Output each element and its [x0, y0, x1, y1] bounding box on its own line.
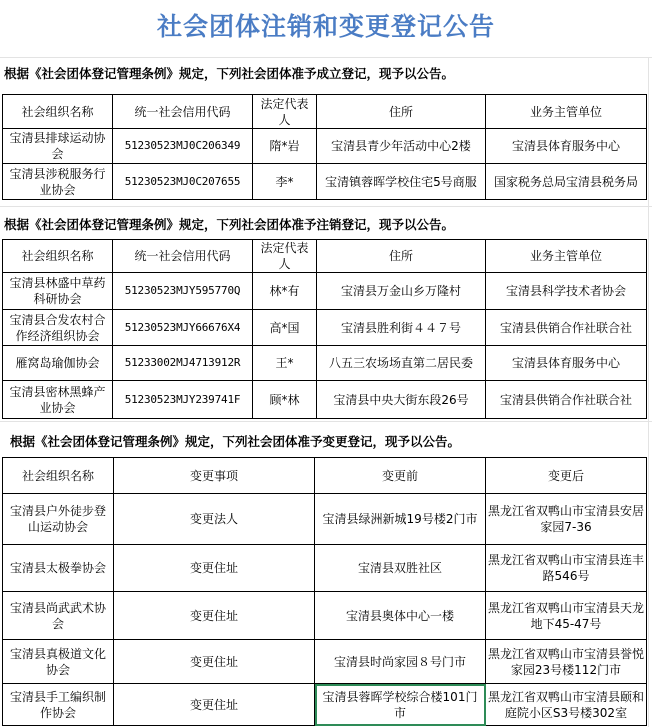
- before-cell: 宝清县奥体中心一楼: [315, 592, 486, 640]
- credit-code-cell: 51230523MJY239741F: [113, 381, 253, 419]
- table-row: [3, 494, 647, 545]
- address-cell: 宝清县青少年活动中心2楼: [317, 129, 486, 164]
- legal-rep-cell: 林*有: [253, 273, 317, 310]
- sheet-gridline: [0, 57, 652, 58]
- sheet-gridline: [0, 421, 652, 422]
- after-cell: 黑龙江省双鸭山市宝清县天龙地下45-47号: [486, 592, 647, 640]
- header-cell: 变更后: [486, 458, 647, 494]
- table-header-row: [3, 95, 647, 129]
- header-cell: 统一社会信用代码: [113, 240, 253, 273]
- section1-note: 根据《社会团体登记管理条例》规定，下列社会团体准予成立登记，现予以公告。: [4, 66, 455, 81]
- org-name-cell: 宝清县户外徒步登山运动协会: [3, 494, 114, 545]
- section3-note: 根据《社会团体登记管理条例》规定，下列社会团体准予变更登记，现予以公告。: [10, 434, 461, 449]
- header-cell: 法定代表人: [253, 240, 317, 273]
- table-row: [3, 346, 647, 381]
- address-cell: 宝清县中央大街东段26号: [317, 381, 486, 419]
- org-name-cell: 宝清县林盛中草药科研协会: [3, 273, 113, 310]
- after-cell: 黑龙江省双鸭山市宝清县安居家园7-36: [486, 494, 647, 545]
- org-name-cell: 雁窝岛瑜伽协会: [3, 346, 113, 381]
- before-cell: 宝清县绿洲新城19号楼2门市: [315, 494, 486, 545]
- address-cell: 宝清县万金山乡万隆村: [317, 273, 486, 310]
- address-cell: 宝清县胜利街４４７号: [317, 310, 486, 346]
- header-cell: 社会组织名称: [3, 95, 113, 129]
- org-name-cell: 宝清县涉税服务行业协会: [3, 164, 113, 200]
- org-name-cell: 宝清县手工编织制作协会: [3, 684, 114, 726]
- org-name-cell: 宝清县尚武武术协会: [3, 592, 114, 640]
- supervisor-cell: 宝清县体育服务中心: [486, 346, 647, 381]
- table-row: [3, 592, 647, 640]
- change-item-cell: 变更住址: [114, 592, 315, 640]
- legal-rep-cell: 隋*岩: [253, 129, 317, 164]
- credit-code-cell: 51233002MJ4713912R: [113, 346, 253, 381]
- before-cell-selected[interactable]: 宝清县蓉晖学校综合楼101门市: [315, 684, 486, 726]
- header-cell: 变更事项: [114, 458, 315, 494]
- credit-code-cell: 51230523MJY595770Q: [113, 273, 253, 310]
- table-header-row: [3, 240, 647, 273]
- section2-note: 根据《社会团体登记管理条例》规定，下列社会团体准予注销登记，现予以公告。: [4, 217, 455, 232]
- section3-table: [2, 457, 647, 726]
- after-cell: 黑龙江省双鸭山市宝清县连丰路546号: [486, 545, 647, 592]
- header-cell: 统一社会信用代码: [113, 95, 253, 129]
- table-row: [3, 273, 647, 310]
- after-cell: 黑龙江省双鸭山市宝清县颐和庭院小区S3号楼302室: [486, 684, 647, 726]
- supervisor-cell: 宝清县供销合作社联合社: [486, 381, 647, 419]
- table-header-row: [3, 458, 647, 494]
- header-cell: 法定代表人: [253, 95, 317, 129]
- org-name-cell: 宝清县密林黑蜂产业协会: [3, 381, 113, 419]
- change-item-cell: 变更住址: [114, 545, 315, 592]
- sheet-gridline: [0, 206, 652, 207]
- credit-code-cell: 51230523MJY66676X4: [113, 310, 253, 346]
- after-cell: 黑龙江省双鸭山市宝清县誉悦家园23号楼112门市: [486, 640, 647, 684]
- credit-code-cell: 51230523MJ0C206349: [113, 129, 253, 164]
- before-cell: 宝清县时尚家园８号门市: [315, 640, 486, 684]
- supervisor-cell: 国家税务总局宝清县税务局: [486, 164, 647, 200]
- table-row: [3, 381, 647, 419]
- header-cell: 社会组织名称: [3, 458, 114, 494]
- section2-table: [2, 239, 647, 419]
- org-name-cell: 宝清县太极拳协会: [3, 545, 114, 592]
- address-cell: 宝清镇蓉晖学校住宅5号商服: [317, 164, 486, 200]
- header-cell: 社会组织名称: [3, 240, 113, 273]
- change-item-cell: 变更法人: [114, 494, 315, 545]
- before-cell: 宝清县双胜社区: [315, 545, 486, 592]
- supervisor-cell: 宝清县体育服务中心: [486, 129, 647, 164]
- header-cell: 住所: [317, 95, 486, 129]
- table-row: [3, 545, 647, 592]
- table-row: [3, 684, 647, 726]
- supervisor-cell: 宝清县供销合作社联合社: [486, 310, 647, 346]
- table-row: [3, 129, 647, 164]
- legal-rep-cell: 顾*林: [253, 381, 317, 419]
- header-cell: 业务主管单位: [486, 95, 647, 129]
- section1-table: [2, 94, 647, 200]
- header-cell: 住所: [317, 240, 486, 273]
- legal-rep-cell: 高*国: [253, 310, 317, 346]
- header-cell: 变更前: [315, 458, 486, 494]
- table-row: [3, 640, 647, 684]
- table-row: [3, 310, 647, 346]
- page-title: 社会团体注销和变更登记公告: [156, 12, 495, 41]
- table-row: [3, 164, 647, 200]
- org-name-cell: 宝清县真极道文化协会: [3, 640, 114, 684]
- change-item-cell: 变更住址: [114, 640, 315, 684]
- supervisor-cell: 宝清县科学技术者协会: [486, 273, 647, 310]
- change-item-cell: 变更住址: [114, 684, 315, 726]
- org-name-cell: 宝清县排球运动协会: [3, 129, 113, 164]
- legal-rep-cell: 王*: [253, 346, 317, 381]
- legal-rep-cell: 李*: [253, 164, 317, 200]
- credit-code-cell: 51230523MJ0C207655: [113, 164, 253, 200]
- address-cell: 八五三农场场直第二居民委: [317, 346, 486, 381]
- org-name-cell: 宝清县合发农村合作经济组织协会: [3, 310, 113, 346]
- header-cell: 业务主管单位: [486, 240, 647, 273]
- sheet-gridline: [648, 57, 649, 727]
